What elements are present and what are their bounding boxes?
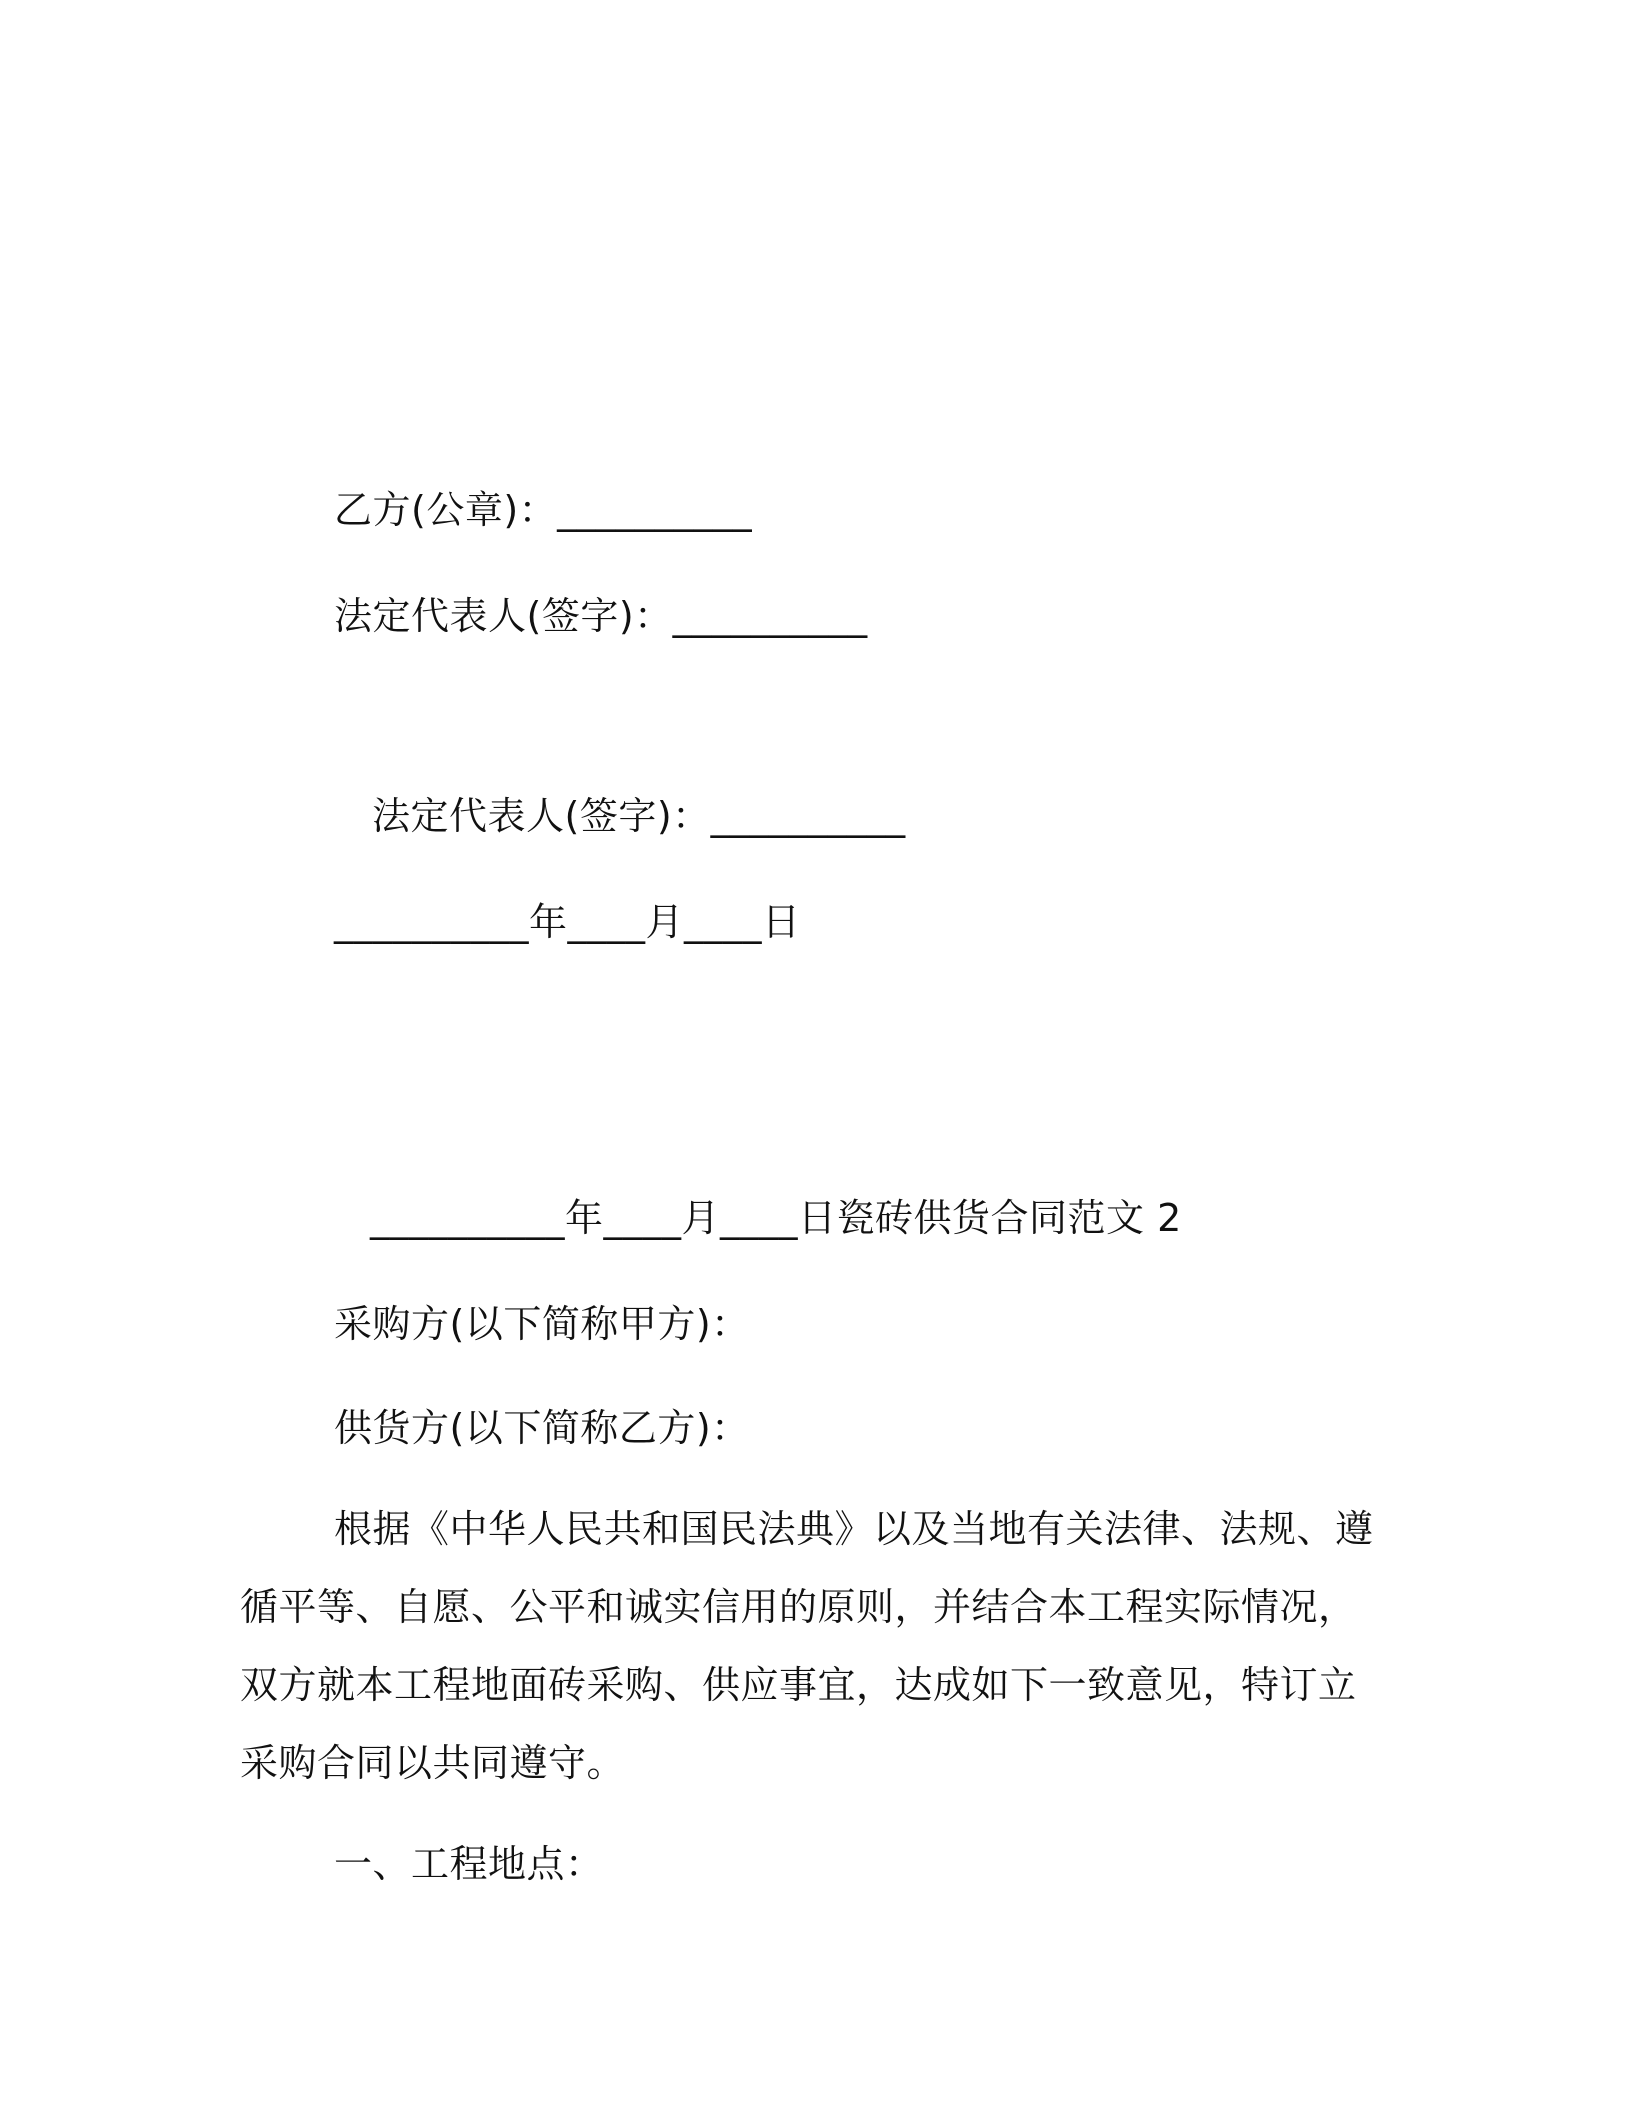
supplier-line: 供货方(以下简称乙方)： [334,1406,750,1450]
contract-title: __________年____月____日瓷砖供货合同范文 2 [370,1196,1182,1240]
legal-representative-signature-line-2: 法定代表人(签字)：__________ [372,794,906,838]
contract-preamble-paragraph: 根据《中华人民共和国民法典》以及当地有关法律、法规、遵循平等、自愿、公平和诚实信用的原则，并结合本工程实际情况，双方就本工程地面砖采购、供应事宜，达成如下一致意见，特订立采购合同以共同遵守。 [240,1507,1374,1785]
signature-date-line: __________年____月____日 [334,900,801,944]
party-b-seal-line: 乙方(公章)：__________ [334,488,753,532]
purchaser-line: 采购方(以下简称甲方)： [334,1302,750,1346]
section-1-heading: 一、工程地点： [334,1842,604,1886]
legal-representative-signature-line: 法定代表人(签字)：__________ [334,594,868,638]
